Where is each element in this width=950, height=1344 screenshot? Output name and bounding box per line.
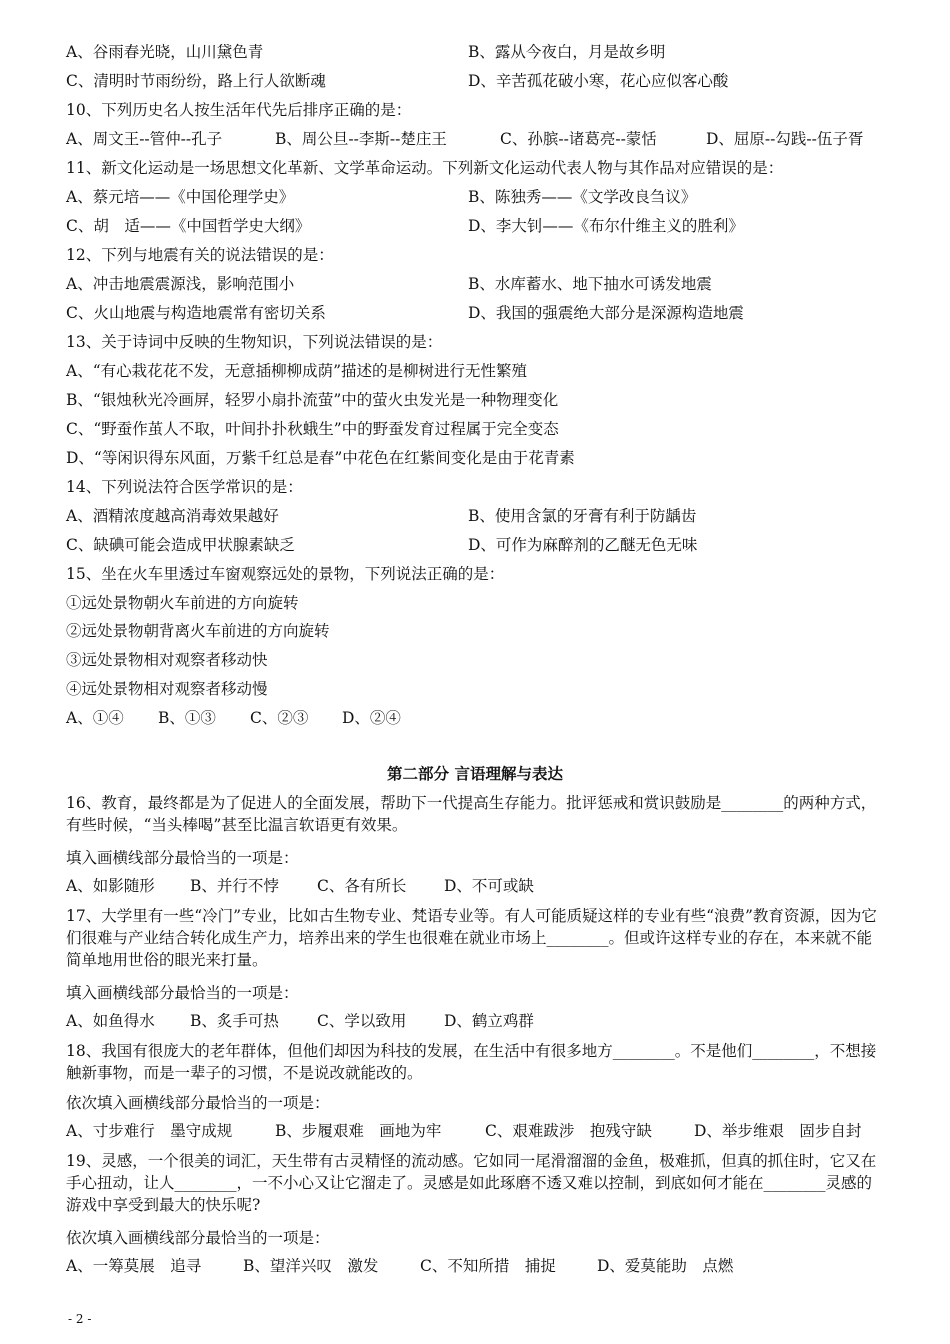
q16-option-c: C、各有所长 bbox=[317, 877, 407, 895]
q17-option-c: C、学以致用 bbox=[317, 1012, 407, 1030]
q18-option-b: B、步履艰难 画地为牢 bbox=[275, 1122, 442, 1140]
q15-option-b: B、①③ bbox=[158, 709, 216, 727]
q18-prompt: 依次填入画横线部分最恰当的一项是： bbox=[66, 1094, 330, 1112]
q9-option-a: A、谷雨春光晓，山川黛色青 bbox=[66, 43, 264, 61]
q12-stem: 12、下列与地震有关的说法错误的是： bbox=[66, 246, 334, 264]
q13-option-d: D、“等闲识得东风面，万紫千红总是春”中花色在红紫间变化是由于花青素 bbox=[66, 449, 575, 467]
q9-option-d: D、辛苦孤花破小寒，花心应似客心酸 bbox=[468, 72, 729, 90]
q11-option-a: A、蔡元培——《中国伦理学史》 bbox=[66, 188, 295, 206]
q18-option-c: C、艰难跋涉 抱残守缺 bbox=[485, 1122, 652, 1140]
q16-option-a: A、如影随形 bbox=[66, 877, 155, 895]
q15-option-a: A、①④ bbox=[66, 709, 124, 727]
q12-option-a: A、冲击地震震源浅，影响范围小 bbox=[66, 275, 295, 293]
q11-option-d: D、李大钊——《布尔什维主义的胜利》 bbox=[468, 217, 744, 235]
q13-option-b: B、“银烛秋光冷画屏，轻罗小扇扑流萤”中的萤火虫发光是一种物理变化 bbox=[66, 391, 559, 409]
q15-option-c: C、②③ bbox=[250, 709, 309, 727]
q17-option-a: A、如鱼得水 bbox=[66, 1012, 155, 1030]
q17-prompt: 填入画横线部分最恰当的一项是： bbox=[66, 984, 299, 1002]
q14-option-d: D、可作为麻醉剂的乙醚无色无味 bbox=[468, 536, 698, 554]
q9-option-b: B、露从今夜白，月是故乡明 bbox=[468, 43, 666, 61]
page-number: - 2 - bbox=[68, 1312, 92, 1326]
q10-option-b: B、周公旦--李斯--楚庄王 bbox=[275, 130, 447, 148]
q16-option-d: D、不可或缺 bbox=[444, 877, 534, 895]
q15-stem: 15、坐在火车里透过车窗观察远处的景物，下列说法正确的是： bbox=[66, 565, 505, 583]
q15-statement-1: ①远处景物朝火车前进的方向旋转 bbox=[66, 594, 299, 612]
q16-stem: 16、教育，最终都是为了促进人的全面发展，帮助下一代提高生存能力。批评惩戒和赏识鼓励是________的两种方式，有些时候，“当头棒喝”甚至比温言软语更有效果。 bbox=[66, 794, 877, 834]
q18-option-d: D、举步维艰 固步自封 bbox=[694, 1122, 862, 1140]
q12-option-d: D、我国的强震绝大部分是深源构造地震 bbox=[468, 304, 744, 322]
q13-option-a: A、“有心栽花花不发，无意插柳柳成荫”描述的是柳树进行无性繁殖 bbox=[66, 362, 528, 380]
q10-option-c: C、孙膑--诸葛亮--蒙恬 bbox=[500, 130, 657, 148]
q17-stem: 17、大学里有一些“冷门”专业，比如古生物专业、梵语专业等。有人可能质疑这样的专业有些“浪费”教育资源，因为它们很难与产业结合转化成生产力，培养出来的学生也很难在就业市场上________。但或许这样专业的存在，本来就不能简单地用世俗的眼光来打量。 bbox=[66, 907, 877, 969]
q19-stem: 19、灵感，一个很美的词汇，天生带有古灵精怪的流动感。它如同一尾滑溜溜的金鱼，极难抓，但真的抓住时，它又在手心扭动，让人________，一不小心又让它溜走了。灵感是如此琢磨不透又难以控制，到底如何才能在________灵感的游戏中享受到最大的快乐呢? bbox=[66, 1152, 877, 1214]
q15-statement-3: ③远处景物相对观察者移动快 bbox=[66, 651, 268, 669]
q14-option-c: C、缺碘可能会造成甲状腺素缺乏 bbox=[66, 536, 295, 554]
q11-stem: 11、新文化运动是一场思想文化革新、文学革命运动。下列新文化运动代表人物与其作品对应错误的是： bbox=[66, 159, 784, 177]
q19-prompt: 依次填入画横线部分最恰当的一项是： bbox=[66, 1229, 330, 1247]
q14-option-b: B、使用含氯的牙膏有利于防龋齿 bbox=[468, 507, 697, 525]
q12-option-c: C、火山地震与构造地震常有密切关系 bbox=[66, 304, 326, 322]
q17-option-b: B、炙手可热 bbox=[190, 1012, 279, 1030]
q19-option-c: C、不知所措 捕捉 bbox=[420, 1257, 556, 1275]
section-title: 第二部分 言语理解与表达 bbox=[387, 764, 563, 783]
q10-option-a: A、周文王--管仲--孔子 bbox=[66, 130, 223, 148]
q14-option-a: A、酒精浓度越高消毒效果越好 bbox=[66, 507, 279, 525]
q15-statement-4: ④远处景物相对观察者移动慢 bbox=[66, 680, 268, 698]
q18-stem: 18、我国有很庞大的老年群体，但他们却因为科技的发展，在生活中有很多地方________。不是他们________，不想接触新事物，而是一辈子的习惯，不是说改就能改的。 bbox=[66, 1042, 877, 1082]
q11-option-c: C、胡 适——《中国哲学史大纲》 bbox=[66, 217, 311, 235]
q14-stem: 14、下列说法符合医学常识的是： bbox=[66, 478, 303, 496]
q17-option-d: D、鹤立鸡群 bbox=[444, 1012, 534, 1030]
q9-option-c: C、清明时节雨纷纷，路上行人欲断魂 bbox=[66, 72, 326, 90]
q16-option-b: B、并行不悖 bbox=[190, 877, 279, 895]
q15-option-d: D、②④ bbox=[342, 709, 401, 727]
q10-option-d: D、屈原--勾践--伍子胥 bbox=[706, 130, 864, 148]
q10-stem: 10、下列历史名人按生活年代先后排序正确的是： bbox=[66, 101, 412, 119]
q18-option-a: A、寸步难行 墨守成规 bbox=[66, 1122, 233, 1140]
q13-option-c: C、“野蚕作茧人不取，叶间扑扑秋蛾生”中的野蚕发育过程属于完全变态 bbox=[66, 420, 559, 438]
q15-statement-2: ②远处景物朝背离火车前进的方向旋转 bbox=[66, 622, 330, 640]
q19-option-d: D、爱莫能助 点燃 bbox=[597, 1257, 734, 1275]
q19-option-a: A、一筹莫展 追寻 bbox=[66, 1257, 202, 1275]
q13-stem: 13、关于诗词中反映的生物知识，下列说法错误的是： bbox=[66, 333, 443, 351]
q16-prompt: 填入画横线部分最恰当的一项是： bbox=[66, 849, 299, 867]
q19-option-b: B、望洋兴叹 激发 bbox=[243, 1257, 379, 1275]
q11-option-b: B、陈独秀——《文学改良刍议》 bbox=[468, 188, 697, 206]
q12-option-b: B、水库蓄水、地下抽水可诱发地震 bbox=[468, 275, 712, 293]
